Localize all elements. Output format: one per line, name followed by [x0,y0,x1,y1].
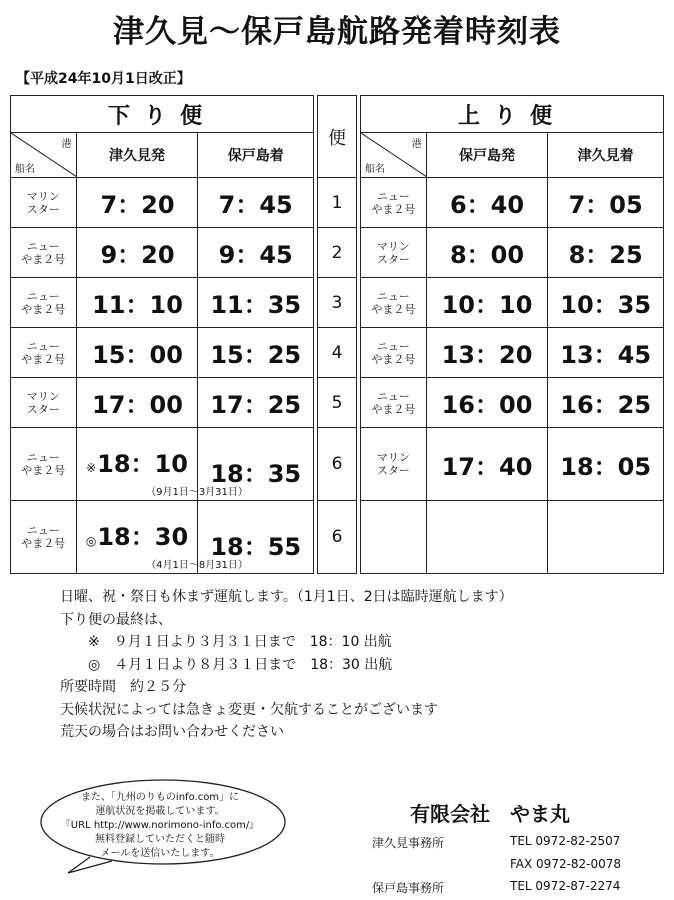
arrive-time-cell [548,328,664,378]
ship-name: ニュー [376,289,410,303]
down-timetable [10,95,314,574]
ship-name: やま２号 [371,352,416,366]
down-corner-cell [11,133,77,178]
arrive-time: 7：05 [568,191,643,219]
bubble-url: 『URL http://www.norimono-info.com/』 [60,820,260,831]
arrive-time: 13：45 [560,341,652,369]
bin-column [317,95,357,574]
ship-name: マリン [26,189,60,203]
ship-name-cell [11,428,77,501]
table-row [318,428,357,501]
arrive-time-cell [198,228,314,278]
operation-notes [60,586,513,744]
tel-hotojima: TEL 0972-87-2274 [510,879,621,893]
depart-time: 10：10 [441,291,533,319]
ship-name: ニュー [376,339,410,353]
depart-time: 8：00 [449,241,525,269]
page-title: 津久見～保戸島航路発着時刻表 [113,14,561,50]
ship-name: スター [26,402,60,416]
ship-label: 船名 [15,164,35,175]
ship-name: マリン [376,239,410,253]
ship-name: マリン [376,451,410,464]
depart-time: 16：00 [441,391,533,419]
arrive-time: 17：25 [210,391,302,419]
arrive-time-cell [198,328,314,378]
tel-tsukumi: TEL 0972-82-2507 [510,834,621,848]
down-col-arrive: 保戸島着 [198,133,314,178]
arrive-time-cell [548,178,664,228]
ship-name-cell [361,328,427,378]
depart-time: 9：20 [100,241,175,269]
ship-name-cell [361,378,427,428]
up-col-depart: 保戸島発 [426,133,548,178]
bin-number: 6 [318,501,357,574]
up-corner-cell [361,133,427,178]
depart-time: 13：20 [441,341,533,369]
depart-time: 15：00 [92,341,183,369]
fax-tsukumi: FAX 0972-82-0078 [510,857,622,871]
note-line: ◎ ４月１日より８月３１日まで 18：30 出航 [60,656,393,673]
arrive-time-cell [548,278,664,328]
arrive-time: 18：55 [210,532,302,561]
ship-name: やま２号 [21,537,66,550]
ship-name-cell [361,278,427,328]
depart-time: 7：20 [100,191,175,219]
table-row [361,228,664,278]
ship-name: ニュー [26,239,60,253]
table-row [11,278,314,328]
depart-time-cell [76,428,248,501]
office-tsukumi: 津久見事務所 [372,836,445,850]
table-row [11,378,314,428]
info-bubble [30,765,290,875]
depart-time-cell [76,378,198,428]
note-line: 荒天の場合はお問い合わせください [60,724,284,740]
arrive-time-cell [198,378,314,428]
arrive-time-cell [198,278,314,328]
table-row [11,228,314,278]
note-line: ※ ９月１日より３月３１日まで 18：10 出航 [60,634,392,650]
note-line: 下り便の最終は、 [60,611,172,628]
down-header: 下り便 [11,96,314,133]
ship-name: ニュー [376,389,410,403]
note-line: 所要時間 約２５分 [60,679,186,695]
depart-time: 11：10 [92,291,183,319]
ship-name: ニュー [26,524,60,537]
depart-time-cell [426,428,548,501]
ship-name: ニュー [26,289,60,303]
arrive-time-cell [198,178,314,228]
bubble-line: メールを送信いたします。 [100,848,220,859]
depart-time: 18：10 [97,450,188,478]
up-header: 上り便 [361,96,664,133]
schedule-mark: ◎ [85,533,97,548]
arrive-time-cell [548,428,664,501]
ship-name-cell [11,378,77,428]
ship-name: マリン [26,389,60,403]
ship-name: スター [376,252,410,266]
arrive-time: 15：25 [210,341,302,369]
bubble-line: 無料登録していただくと随時 [95,834,225,845]
ship-name-cell [11,178,77,228]
ship-name: やま２号 [371,402,416,416]
arrive-time: 18：05 [560,452,652,481]
depart-time-cell [76,328,198,378]
ship-name-cell [361,501,427,574]
depart-time-cell [426,501,548,574]
bin-number: 5 [318,378,357,428]
table-row [318,228,357,278]
ship-name: やま２号 [371,202,416,216]
table-row [318,278,357,328]
table-row [318,178,357,228]
down-col-depart: 津久見発 [76,133,198,178]
depart-time-cell [426,328,548,378]
arrive-time: 7：45 [218,191,293,219]
depart-time: 6：40 [449,191,525,219]
ship-name: やま２号 [21,252,66,266]
bin-number: 3 [318,278,357,328]
arrive-time: 8：25 [568,241,643,269]
table-row [11,428,314,501]
table-row [318,328,357,378]
arrive-time: 18：35 [210,459,302,488]
table-row [361,378,664,428]
depart-time-cell [76,278,198,328]
ship-name-cell [11,501,77,574]
bubble-line: 運航状況を掲載しています。 [95,806,225,817]
depart-time: 18：30 [97,523,189,551]
note-line: 日曜、祝・祭日も休まず運航します。（1月1日、2日は臨時運航します） [60,589,513,605]
depart-time-cell [426,178,548,228]
schedule-mark: ※ [86,460,97,475]
office-hotojima: 保戸島事務所 [372,881,445,895]
up-timetable [360,95,664,574]
ship-name-cell [11,328,77,378]
arrive-time: 9：45 [218,241,293,269]
depart-time-cell [76,178,198,228]
revision-date: 【平成24年10月1日改正】 [16,71,191,87]
depart-time-cell [426,278,548,328]
season-note: （4月1日～8月31日） [146,560,248,571]
ship-name-cell [361,178,427,228]
ship-name-cell [11,278,77,328]
ship-name-cell [361,228,427,278]
bin-number: 2 [318,228,357,278]
ship-name: ニュー [376,189,410,203]
arrive-time: 10：35 [560,291,652,319]
port-label: 港 [411,139,422,150]
depart-time-cell [426,378,548,428]
arrive-time: 11：35 [210,291,302,319]
table-row [361,328,664,378]
table-row [318,501,357,574]
ship-name: やま２号 [21,352,66,366]
ship-label: 船名 [365,164,385,175]
bin-number: 6 [318,428,357,501]
port-label: 港 [61,139,72,150]
table-row [361,428,664,501]
depart-time-cell [426,228,548,278]
company-name: 有限会社 やま丸 [410,802,570,826]
bin-header: 便 [318,96,357,178]
bin-number: 4 [318,328,357,378]
ship-name-cell [11,228,77,278]
ship-name: スター [376,464,410,477]
ship-name: ニュー [26,339,60,353]
ship-name: やま２号 [21,464,66,477]
depart-time: 17：00 [92,391,183,419]
ship-name: ニュー [26,451,60,464]
note-line: 天候状況によっては急きょ変更・欠航することがございます [60,701,438,718]
arrive-time-cell [548,228,664,278]
ship-name-cell [361,428,427,501]
table-row [361,501,664,574]
ship-name: スター [26,202,60,216]
table-row [318,378,357,428]
table-row [361,178,664,228]
table-row [11,501,314,574]
arrive-time-cell [548,378,664,428]
ship-name: やま２号 [21,302,66,316]
ship-name: やま２号 [371,302,416,316]
table-row [11,178,314,228]
up-col-arrive: 津久見着 [548,133,664,178]
bin-number: 1 [318,178,357,228]
depart-time-cell [76,501,248,574]
bubble-line: また、「九州のりものinfo.com」に [80,792,240,803]
arrive-time-cell [548,501,664,574]
depart-time-cell [76,228,198,278]
season-note: （9月1日～3月31日） [146,487,248,498]
arrive-time: 16：25 [560,391,652,419]
table-row [361,278,664,328]
table-row [11,328,314,378]
depart-time: 17：40 [441,452,533,481]
